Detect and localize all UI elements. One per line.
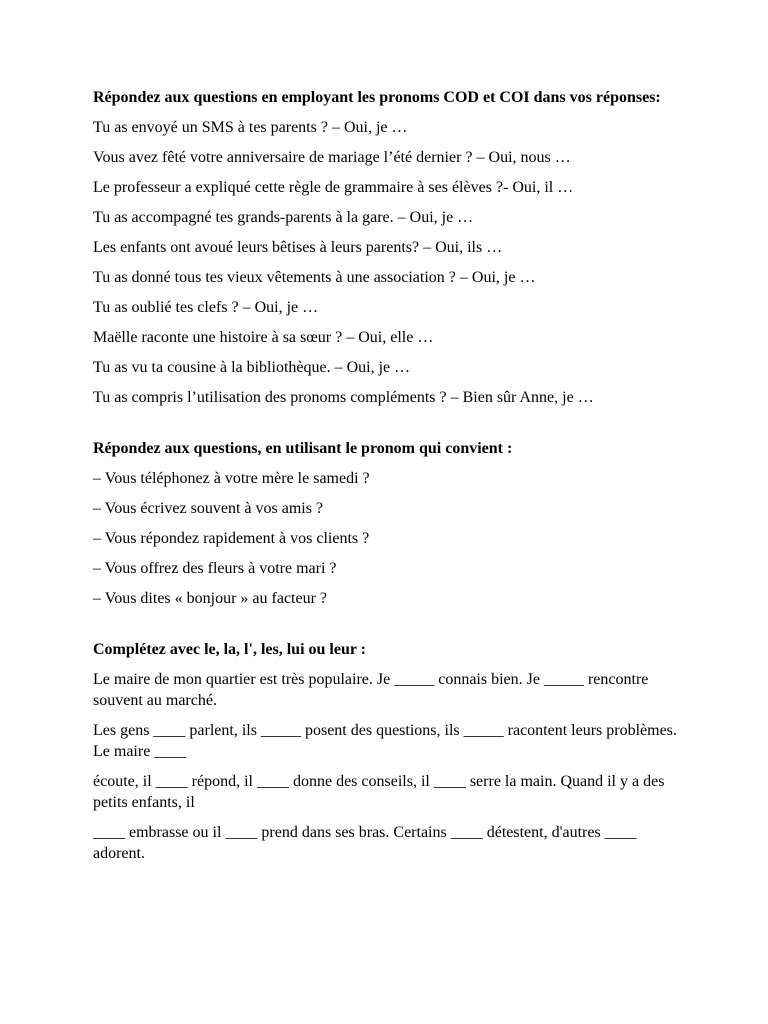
exercise-1-question: Tu as envoyé un SMS à tes parents ? – Oui, je … [93, 119, 408, 136]
exercise-2-question: – Vous téléphonez à votre mère le samedi ? [93, 470, 370, 487]
exercise-1-question: Maëlle raconte une histoire à sa sœur ? – Oui, elle … [93, 329, 434, 346]
exercise-1-question: Vous avez fêté votre anniversaire de mariage l’été dernier ? – Oui, nous … [93, 149, 571, 166]
exercise-3-paragraph: ____ embrasse ou il ____ prend dans ses bras. Certains ____ détestent, d'autres ____ adorent. [93, 824, 637, 862]
exercise-2-question: – Vous écrivez souvent à vos amis ? [93, 500, 324, 517]
exercise-3-paragraph: écoute, il ____ répond, il ____ donne des conseils, il ____ serre la main. Quand il y a des petits enfants, il [93, 773, 665, 811]
exercise-1-question: Tu as compris l’utilisation des pronoms compléments ? – Bien sûr Anne, je … [93, 389, 594, 406]
exercise-1 [93, 87, 683, 408]
exercise-3-paragraph: Le maire de mon quartier est très populaire. Je _____ connais bien. Je _____ rencontre souvent au marché. [93, 671, 649, 709]
exercise-3 [93, 639, 683, 864]
exercise-1-question: Tu as vu ta cousine à la bibliothèque. – Oui, je … [93, 359, 411, 376]
exercise-1-question: Tu as donné tous tes vieux vêtements à une association ? – Oui, je … [93, 269, 536, 286]
document-page [93, 87, 683, 873]
exercise-3-heading: Complétez avec le, la, l', les, lui ou leur : [93, 641, 366, 658]
exercise-2-question: – Vous dites « bonjour » au facteur ? [93, 590, 328, 607]
exercise-2-heading: Répondez aux questions, en utilisant le pronom qui convient : [93, 440, 513, 457]
exercise-2 [93, 438, 683, 609]
exercise-3-paragraph: Les gens ____ parlent, ils _____ posent des questions, ils _____ racontent leurs problèmes. Le maire ____ [93, 722, 677, 760]
exercise-1-question: Tu as oublié tes clefs ? – Oui, je … [93, 299, 319, 316]
exercise-1-question: Les enfants ont avoué leurs bêtises à leurs parents? – Oui, ils … [93, 239, 503, 256]
exercise-1-heading: Répondez aux questions en employant les pronoms COD et COI dans vos réponses: [93, 89, 661, 106]
exercise-1-question: Le professeur a expliqué cette règle de grammaire à ses élèves ?- Oui, il … [93, 179, 574, 196]
exercise-2-question: – Vous répondez rapidement à vos clients ? [93, 530, 370, 547]
exercise-2-question: – Vous offrez des fleurs à votre mari ? [93, 560, 337, 577]
exercise-1-question: Tu as accompagné tes grands-parents à la gare. – Oui, je … [93, 209, 474, 226]
